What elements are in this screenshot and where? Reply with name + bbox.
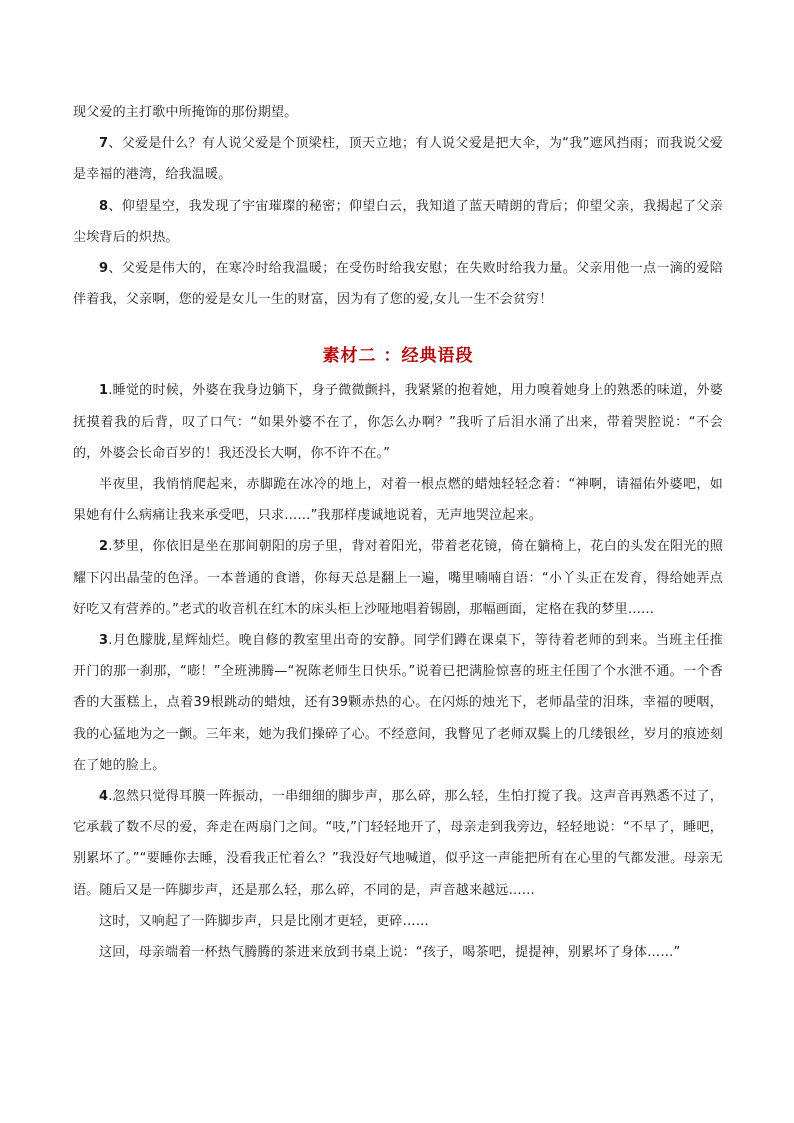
paragraph-text: .月色朦胧,星辉灿烂。晚自修的教室里出奇的安静。同学们蹲在课桌下，等待着老师的到来。当班主任推开门的那一刹那，“嘭！”全班沸腾—“祝陈老师生日快乐。”说着已把满脸惊喜的班主任围了个水泄不通。一个香香的大蛋糕上，点着39根跳动的蜡烛，还有39颗赤热的心。在闪烁的烛光下，老师晶莹的泪珠，幸福的哽咽，我的心猛地为之一颤。三年来，她为我们操碎了心。不经意间，我瞥见了老师双鬓上的几缕银丝，岁月的痕迹刻在了她的脸上。 (73, 633, 723, 773)
paragraph (73, 531, 723, 625)
paragraph (73, 469, 723, 531)
paragraph (73, 937, 723, 968)
paragraph-text: 这时，又响起了一阵脚步声，只是比刚才更轻，更碎…… (99, 913, 430, 929)
paragraph-text: 现父爱的主打歌中所掩饰的那份期望。 (73, 105, 298, 120)
paragraph-number: 4 (99, 789, 109, 805)
paragraph (73, 781, 723, 906)
paragraph (73, 625, 723, 781)
paragraph (73, 191, 723, 253)
paragraph-number: 9 (99, 261, 109, 277)
paragraph-text: 、父爱是什么？有人说父爱是个顶梁柱，顶天立地；有人说父爱是把大伞，为“我”遮风挡雨；而我说父爱是幸福的港湾，给我温暖。 (73, 136, 723, 183)
paragraph-number: 7 (99, 136, 109, 152)
paragraph (73, 253, 723, 315)
paragraph-text: .梦里，你依旧是坐在那间朝阳的房子里，背对着阳光，带着老花镜，倚在躺椅上，花白的头发在阳光的照耀下闪出晶莹的色泽。一本普通的食谱，你每天总是翻上一遍，嘴里喃喃自语：“小丫头正在发育，得给她弄点好吃又有营养的。”老式的收音机在红木的床头柜上沙哑地唱着锡剧，那幅画面，定格在我的梦里…… (73, 539, 723, 617)
paragraph-text: 、父爱是伟大的，在寒冷时给我温暖；在受伤时给我安慰；在失败时给我力量。父亲用他一点一滴的爱陪伴着我，父亲啊，您的爱是女儿一生的财富，因为有了您的爱,女儿一生不会贫穷！ (73, 261, 723, 308)
paragraph-text: .睡觉的时候，外婆在我身边躺下，身子微微颤抖，我紧紧的抱着她，用力嗅着她身上的熟悉的味道，外婆抚摸着我的后背，叹了口气：“如果外婆不在了，你怎么办啊？”我听了后泪水涌了出来，带着哭腔说：“不会的，外婆会长命百岁的！我还没长大啊，你不许不在。” (73, 383, 723, 461)
page-content (73, 97, 723, 968)
paragraph-number: 3 (99, 633, 109, 649)
upper-paragraphs (73, 97, 723, 315)
paragraph-text: 、仰望星空，我发现了宇宙璀璨的秘密；仰望白云，我知道了蓝天晴朗的背后；仰望父亲，我揭起了父亲尘埃背后的炽热。 (73, 198, 723, 245)
paragraph (73, 128, 723, 190)
main-paragraphs (73, 375, 723, 968)
paragraph-text: .忽然只觉得耳膜一阵振动，一串细细的脚步声，那么碎，那么轻，生怕打搅了我。这声音再熟悉不过了，它承载了数不尽的爱，奔走在两扇门之间。“吱,”门轻轻地开了，母亲走到我旁边，轻轻地说：“不早了，睡吧，别累坏了。”“要睡你去睡，没看我正忙着么？”我没好气地喊道，似乎这一声能把所有在心里的气都发泄。母亲无语。随后又是一阵脚步声，还是那么轻，那么碎，不同的是，声音越来越远…… (73, 789, 723, 898)
paragraph (73, 375, 723, 469)
paragraph-number: 8 (99, 198, 109, 214)
paragraph-number: 1 (99, 383, 109, 399)
paragraph (73, 97, 723, 128)
paragraph (73, 906, 723, 937)
paragraph-number: 2 (99, 539, 109, 555)
paragraph-text: 半夜里，我悄悄爬起来，赤脚跪在冰冷的地上，对着一根点燃的蜡烛轻轻念着：“神啊，请福佑外婆吧，如果她有什么病痛让我来承受吧，只求……”我那样虔诚地说着，无声地哭泣起来。 (73, 477, 723, 524)
spacer (73, 315, 723, 337)
paragraph-text: 这回，母亲端着一杯热气腾腾的茶进来放到书桌上说：“孩子，喝茶吧，提提神，别累坏了身体……” (99, 945, 681, 961)
section-title: 素材二 ：经典语段 (322, 346, 474, 367)
